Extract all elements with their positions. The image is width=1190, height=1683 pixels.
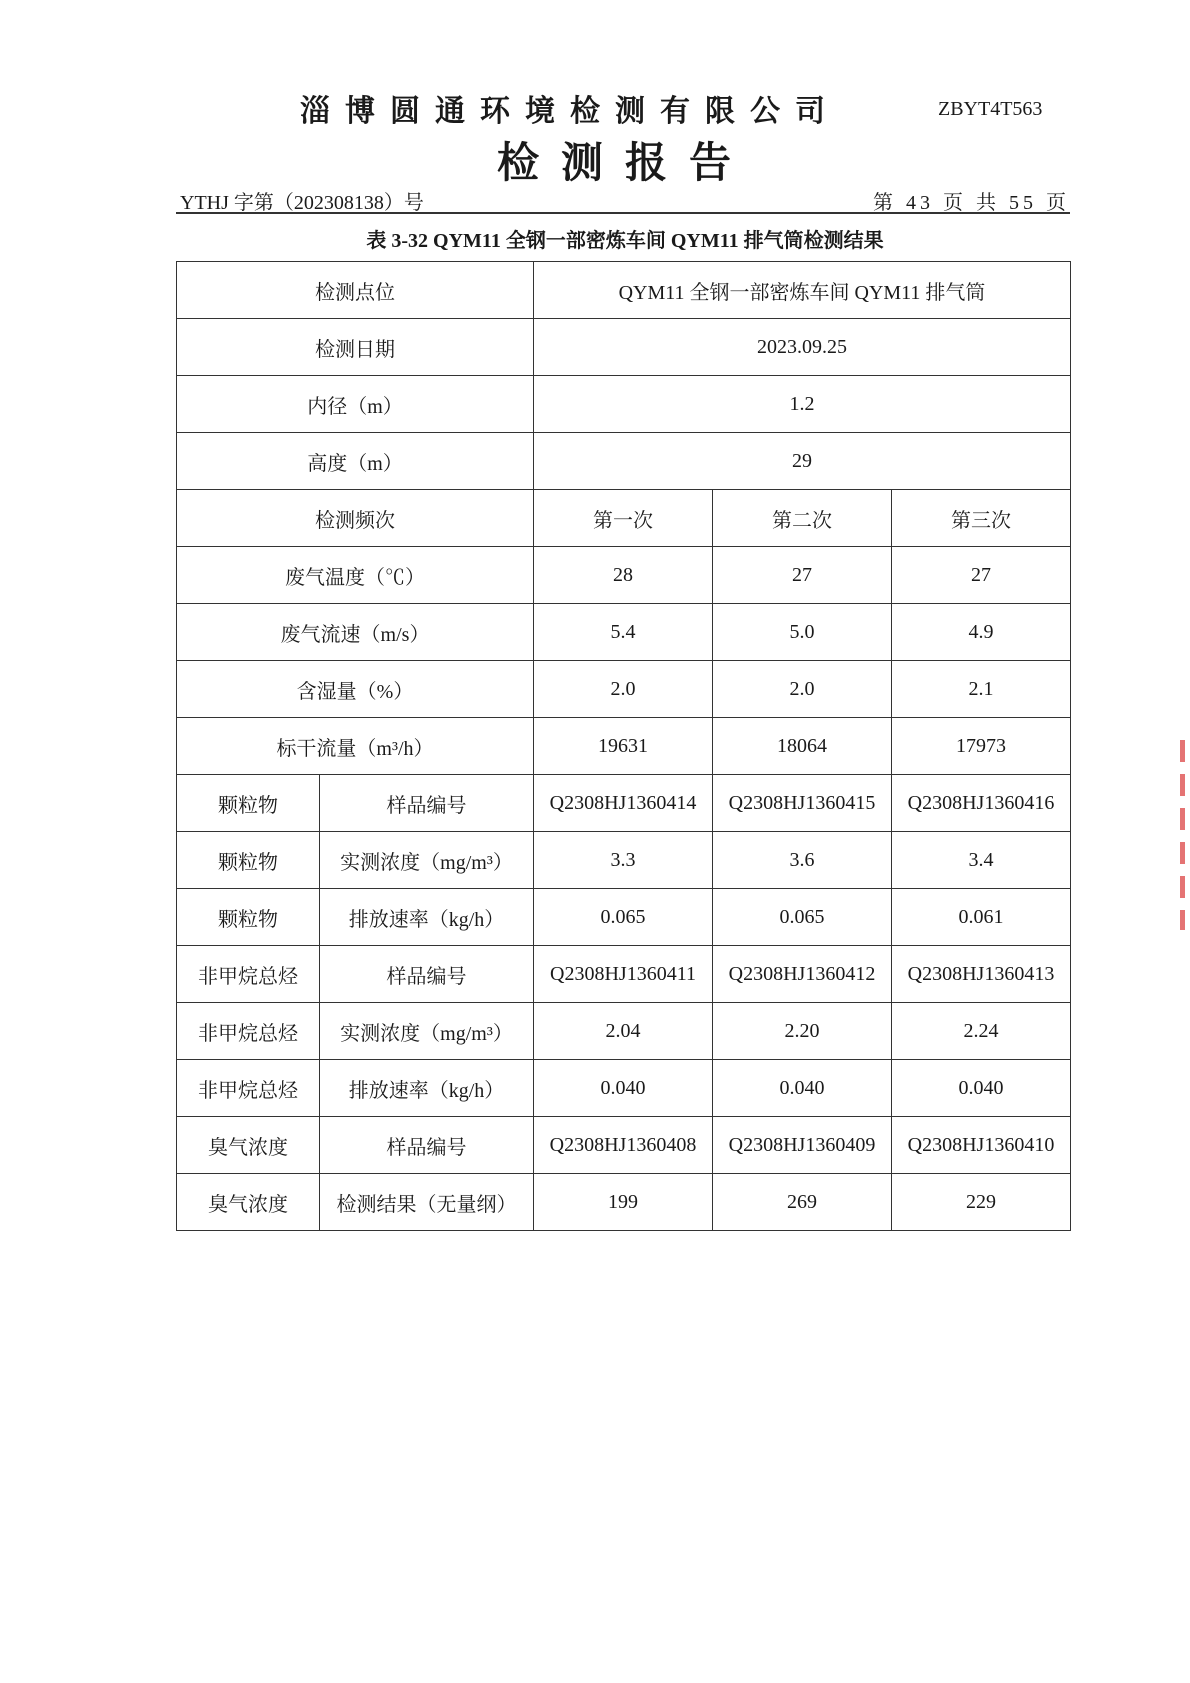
table-row (177, 832, 1071, 889)
table-row (177, 262, 1071, 319)
table-row (177, 604, 1071, 661)
pollutant-item: 样品编号 (320, 946, 534, 1003)
table-cell: 269 (713, 1174, 892, 1231)
pollutant-name: 非甲烷总烃 (177, 1003, 320, 1060)
table-cell: 2.04 (534, 1003, 713, 1060)
pollutant-item: 实测浓度（mg/m³） (320, 832, 534, 889)
table-cell: Q2308HJ1360415 (713, 775, 892, 832)
date-value: 2023.09.25 (534, 319, 1071, 376)
row-label: 标干流量（m³/h） (177, 718, 534, 775)
table-cell: 3.6 (713, 832, 892, 889)
table-row (177, 1117, 1071, 1174)
point-value: QYM11 全钢一部密炼车间 QYM11 排气筒 (534, 262, 1071, 319)
table-cell: Q2308HJ1360408 (534, 1117, 713, 1174)
table-cell: 0.065 (713, 889, 892, 946)
frequency-3: 第三次 (892, 490, 1071, 547)
table-cell: 2.20 (713, 1003, 892, 1060)
table-cell: 27 (713, 547, 892, 604)
table-cell: 229 (892, 1174, 1071, 1231)
pollutant-item: 检测结果（无量纲） (320, 1174, 534, 1231)
table-cell: 19631 (534, 718, 713, 775)
pollutant-name: 颗粒物 (177, 775, 320, 832)
point-label: 检测点位 (177, 262, 534, 319)
company-name: 淄博圆通环境检测有限公司 (300, 94, 840, 129)
table-caption: 表 3-32 QYM11 全钢一部密炼车间 QYM11 排气筒检测结果 (366, 230, 884, 252)
height-label: 高度（m） (177, 433, 534, 490)
header-divider (176, 212, 1070, 214)
pollutant-item: 样品编号 (320, 1117, 534, 1174)
document-code: ZBYT4T563 (938, 98, 1043, 120)
table-cell: 27 (892, 547, 1071, 604)
pollutant-name: 臭气浓度 (177, 1174, 320, 1231)
report-title: 检测报告 (496, 138, 753, 187)
table-cell: 2.0 (713, 661, 892, 718)
pollutant-name: 臭气浓度 (177, 1117, 320, 1174)
table-cell: 2.1 (892, 661, 1071, 718)
row-label: 废气温度（℃） (177, 547, 534, 604)
row-label: 废气流速（m/s） (177, 604, 534, 661)
table-cell: 3.3 (534, 832, 713, 889)
diameter-label: 内径（m） (177, 376, 534, 433)
frequency-1: 第一次 (534, 490, 713, 547)
pollutant-item: 样品编号 (320, 775, 534, 832)
table-row (177, 775, 1071, 832)
table-cell: Q2308HJ1360409 (713, 1117, 892, 1174)
table-cell: 5.0 (713, 604, 892, 661)
table-row (177, 1174, 1071, 1231)
table-cell: 0.040 (534, 1060, 713, 1117)
pollutant-item: 排放速率（kg/h） (320, 1060, 534, 1117)
pollutant-item: 排放速率（kg/h） (320, 889, 534, 946)
table-cell: Q2308HJ1360410 (892, 1117, 1071, 1174)
pollutant-item: 实测浓度（mg/m³） (320, 1003, 534, 1060)
page-info: 第 43 页 共 55 页 (873, 192, 1070, 214)
table-cell: 0.061 (892, 889, 1071, 946)
pollutant-name: 颗粒物 (177, 889, 320, 946)
date-label: 检测日期 (177, 319, 534, 376)
table-row (177, 547, 1071, 604)
table-cell: Q2308HJ1360411 (534, 946, 713, 1003)
row-label: 含湿量（%） (177, 661, 534, 718)
table-row (177, 1060, 1071, 1117)
diameter-value: 1.2 (534, 376, 1071, 433)
table-row (177, 376, 1071, 433)
table-row (177, 661, 1071, 718)
table-cell: 18064 (713, 718, 892, 775)
table-cell: Q2308HJ1360412 (713, 946, 892, 1003)
table-row (177, 319, 1071, 376)
table-row (177, 718, 1071, 775)
table-cell: Q2308HJ1360414 (534, 775, 713, 832)
table-cell: 2.0 (534, 661, 713, 718)
frequency-2: 第二次 (713, 490, 892, 547)
pollutant-name: 非甲烷总烃 (177, 1060, 320, 1117)
report-number: YTHJ 字第（202308138）号 (180, 192, 424, 214)
table-cell: 28 (534, 547, 713, 604)
seal-edge-mark (1180, 740, 1185, 930)
table-cell: 199 (534, 1174, 713, 1231)
table-cell: Q2308HJ1360416 (892, 775, 1071, 832)
table-row (177, 490, 1071, 547)
table-row (177, 889, 1071, 946)
table-cell: 3.4 (892, 832, 1071, 889)
table-row (177, 1003, 1071, 1060)
frequency-label: 检测频次 (177, 490, 534, 547)
result-table (176, 261, 1071, 1231)
table-cell: 0.065 (534, 889, 713, 946)
table-cell: 0.040 (892, 1060, 1071, 1117)
table-cell: 17973 (892, 718, 1071, 775)
table-cell: Q2308HJ1360413 (892, 946, 1071, 1003)
table-cell: 2.24 (892, 1003, 1071, 1060)
table-cell: 0.040 (713, 1060, 892, 1117)
height-value: 29 (534, 433, 1071, 490)
table-cell: 5.4 (534, 604, 713, 661)
table-cell: 4.9 (892, 604, 1071, 661)
table-row (177, 433, 1071, 490)
pollutant-name: 非甲烷总烃 (177, 946, 320, 1003)
table-row (177, 946, 1071, 1003)
pollutant-name: 颗粒物 (177, 832, 320, 889)
